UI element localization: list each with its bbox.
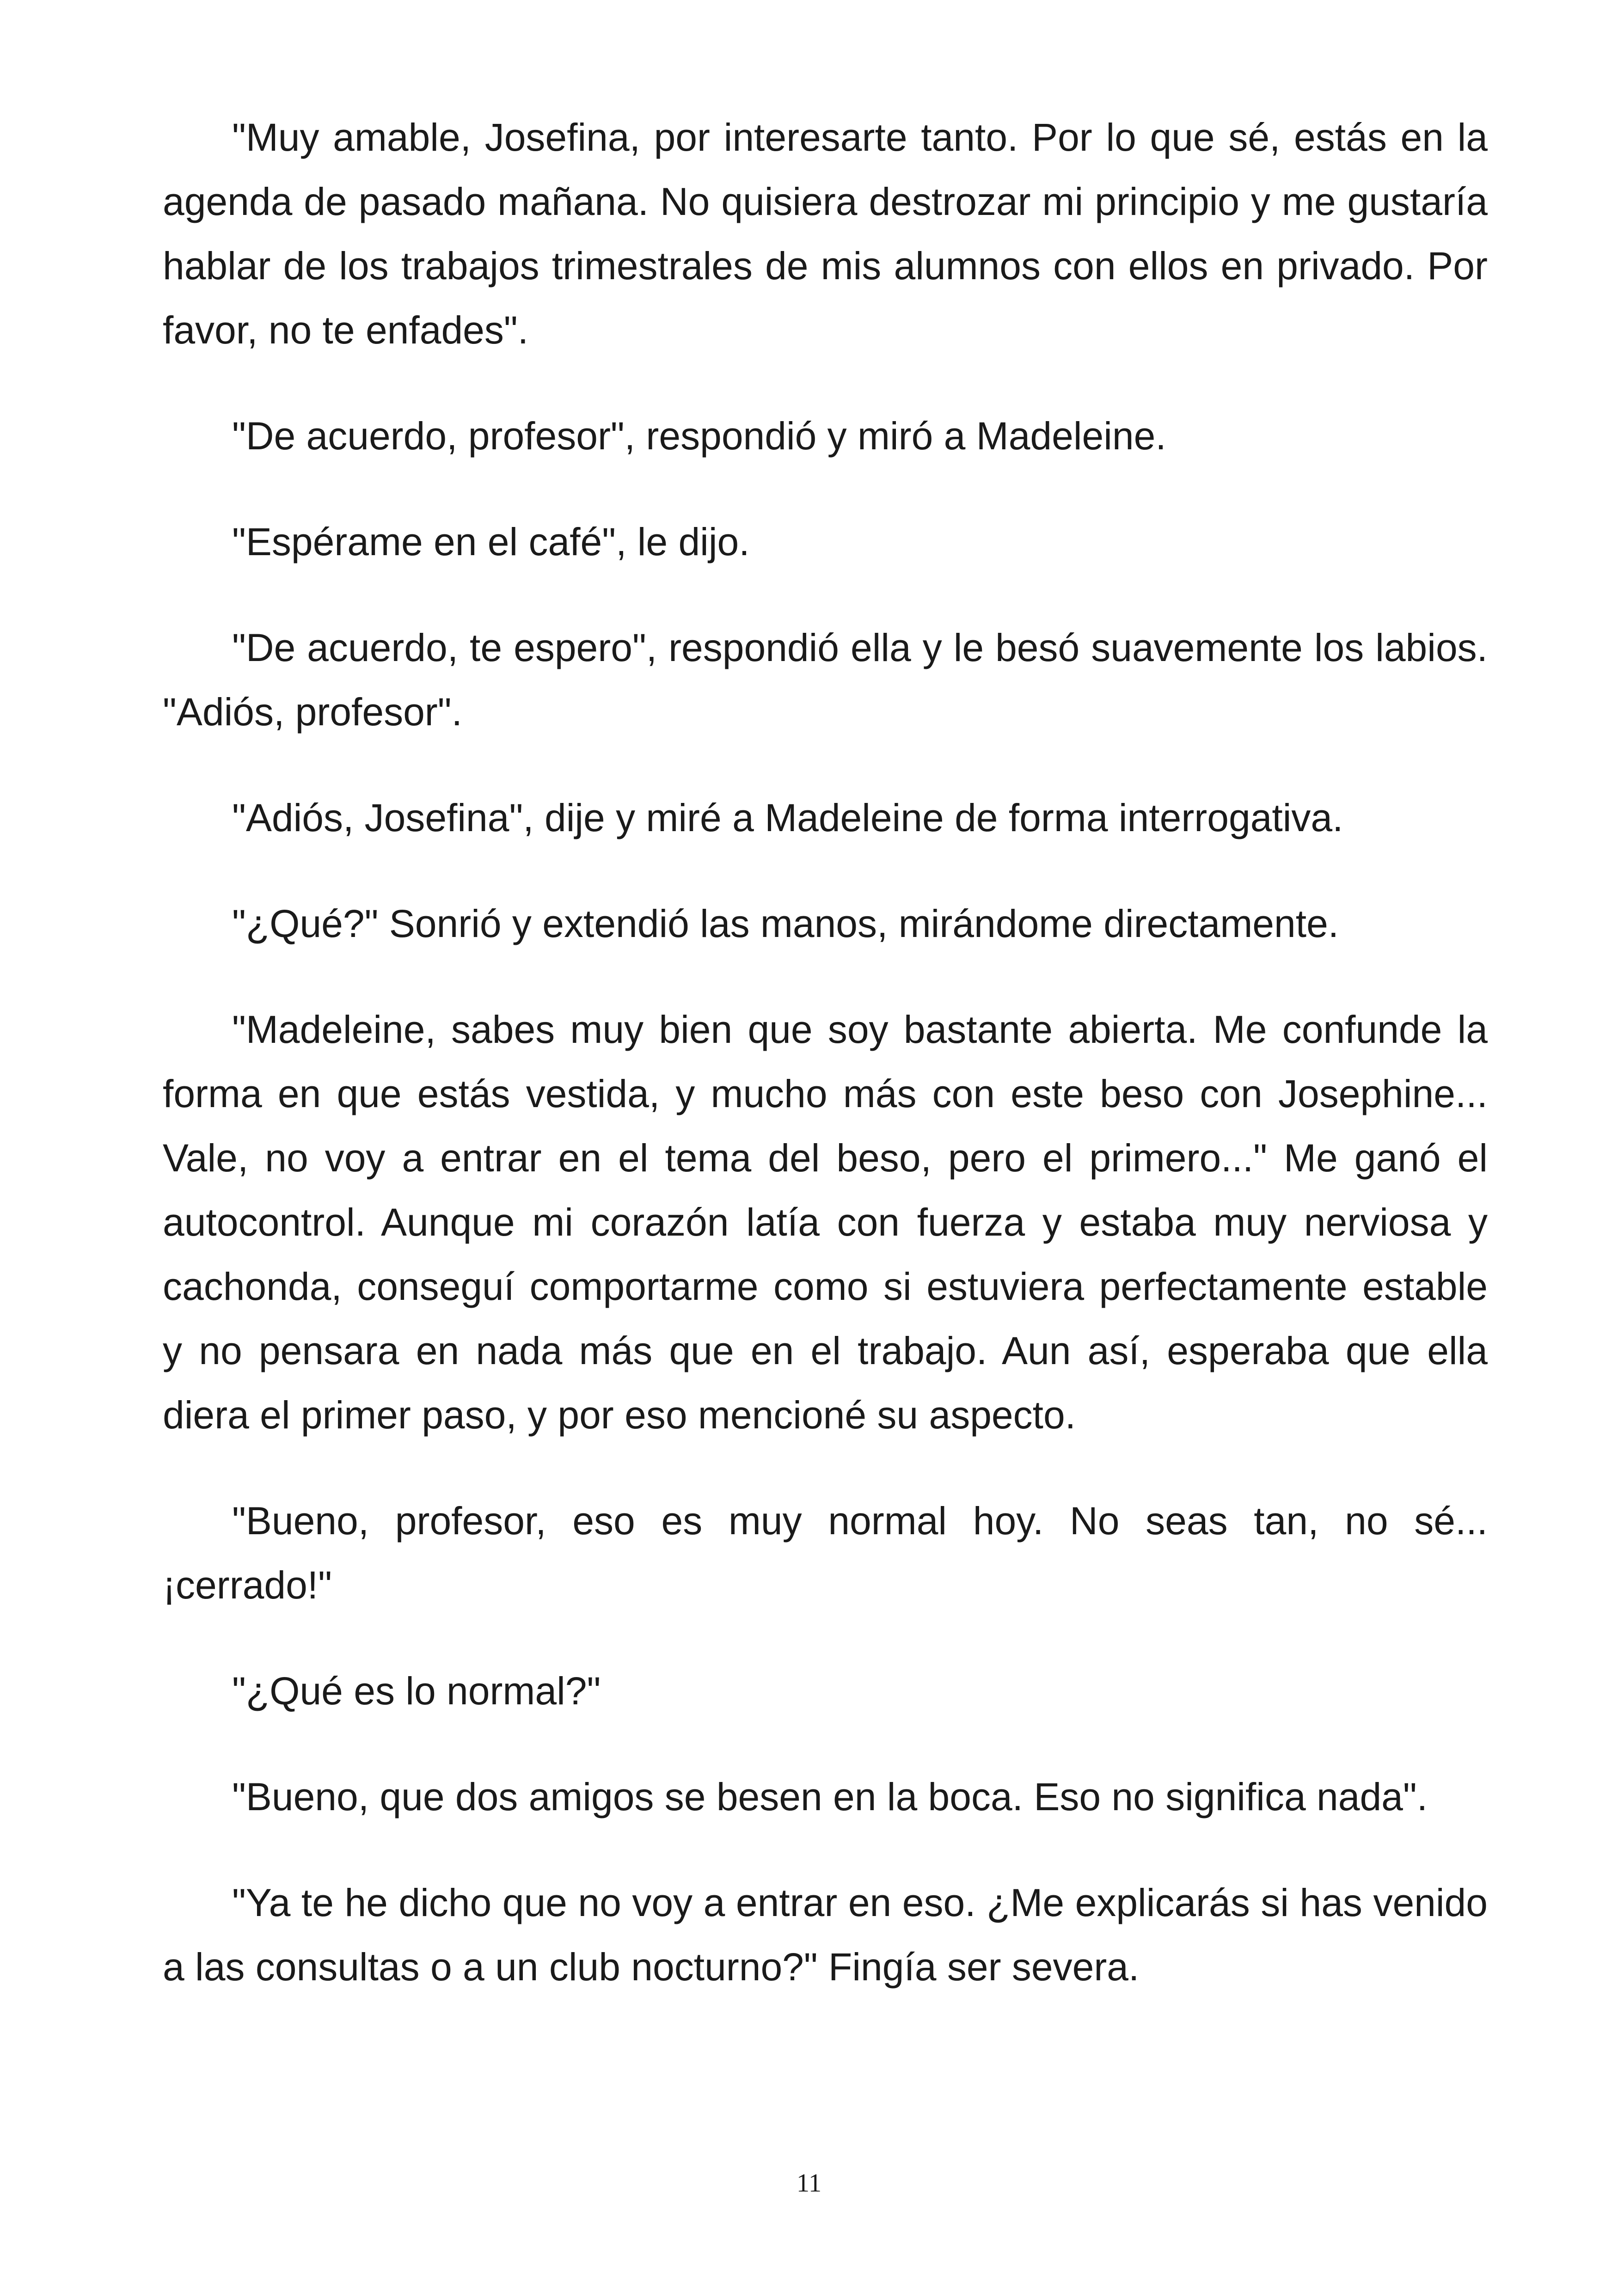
paragraph: "De acuerdo, profesor", respondió y miró a Madeleine.: [232, 414, 1166, 458]
paragraph: "Madeleine, sabes muy bien que soy bastante abierta. Me confunde la forma en que estás vestida, y mucho más con este beso con Josephine... Vale, no voy a entrar en el tema del beso, pero el primero..." Me ganó el autocontrol. Aunque mi corazón latía con fuerza y estaba muy nerviosa y cachonda, conseguí comportarme como si estuviera perfectamente estable y no pensara en nada más que en el trabajo. Aun así, esperaba que ella diera el primer paso, y por eso mencioné su aspecto.: [163, 1008, 1488, 1437]
paragraph: "Espérame en el café", le dijo.: [232, 520, 750, 563]
paragraph: "De acuerdo, te espero", respondió ella y le besó suavemente los labios. "Adiós, profesor".: [163, 626, 1488, 734]
paragraph: "Ya te he dicho que no voy a entrar en eso. ¿Me explicarás si has venido a las consultas o a un club nocturno?" Fingía ser severa.: [163, 1881, 1488, 1989]
paragraph: "Bueno, que dos amigos se besen en la boca. Eso no significa nada".: [232, 1775, 1428, 1818]
page-number: 11: [797, 2169, 821, 2198]
paragraph: "Adiós, Josefina", dije y miré a Madeleine de forma interrogativa.: [232, 796, 1343, 839]
paragraph: "Muy amable, Josefina, por interesarte tanto. Por lo que sé, estás en la agenda de pasado mañana. No quisiera destrozar mi principio y me gustaría hablar de los trabajos trimestrales de mis alumnos con ellos en privado. Por favor, no te enfades".: [163, 116, 1488, 352]
body-text: [163, 105, 1488, 2041]
paragraph: "¿Qué es lo normal?": [232, 1669, 601, 1713]
paragraph: "¿Qué?" Sonrió y extendió las manos, mirándome directamente.: [232, 902, 1339, 945]
paragraph: "Bueno, profesor, eso es muy normal hoy. No seas tan, no sé... ¡cerrado!": [163, 1499, 1488, 1607]
